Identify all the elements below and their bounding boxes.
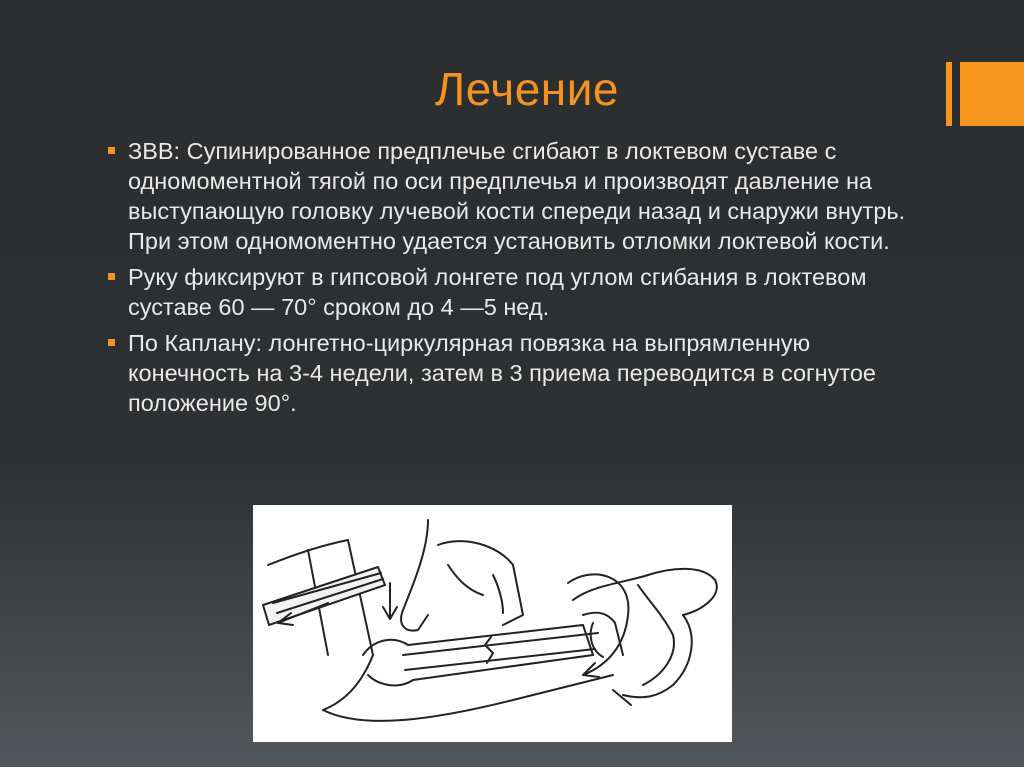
bullet-item [108, 328, 908, 418]
bullet-square-icon [108, 147, 115, 154]
bullet-square-icon [108, 339, 115, 346]
bullet-item [108, 136, 908, 256]
reduction-illustration [253, 505, 732, 742]
bullet-item [108, 262, 908, 322]
bullet-text: ЗВВ: Супинированное предплечье сгибают в локтевом суставе с одномоментной тягой по оси предплечья и производят давление на выступающую головку лучевой кости спереди назад и снаружи внутрь. При этом одномоментно удается установить отломки локтевой кости. [128, 138, 906, 254]
bullet-text: По Каплану: лонгетно-циркулярная повязка на выпрямленную конечность на 3-4 недели, затем в 3 приема переводится в согнутое положение 90°. [128, 330, 876, 416]
bullet-square-icon [108, 273, 115, 280]
bullet-text: Руку фиксируют в гипсовой лонгете под углом сгибания в локтевом суставе 60 — 70° сроком до 4 —5 нед. [128, 264, 867, 320]
arm-reduction-drawing [253, 505, 732, 742]
slide-title: Лечение [435, 63, 619, 115]
bullet-list [108, 136, 908, 424]
